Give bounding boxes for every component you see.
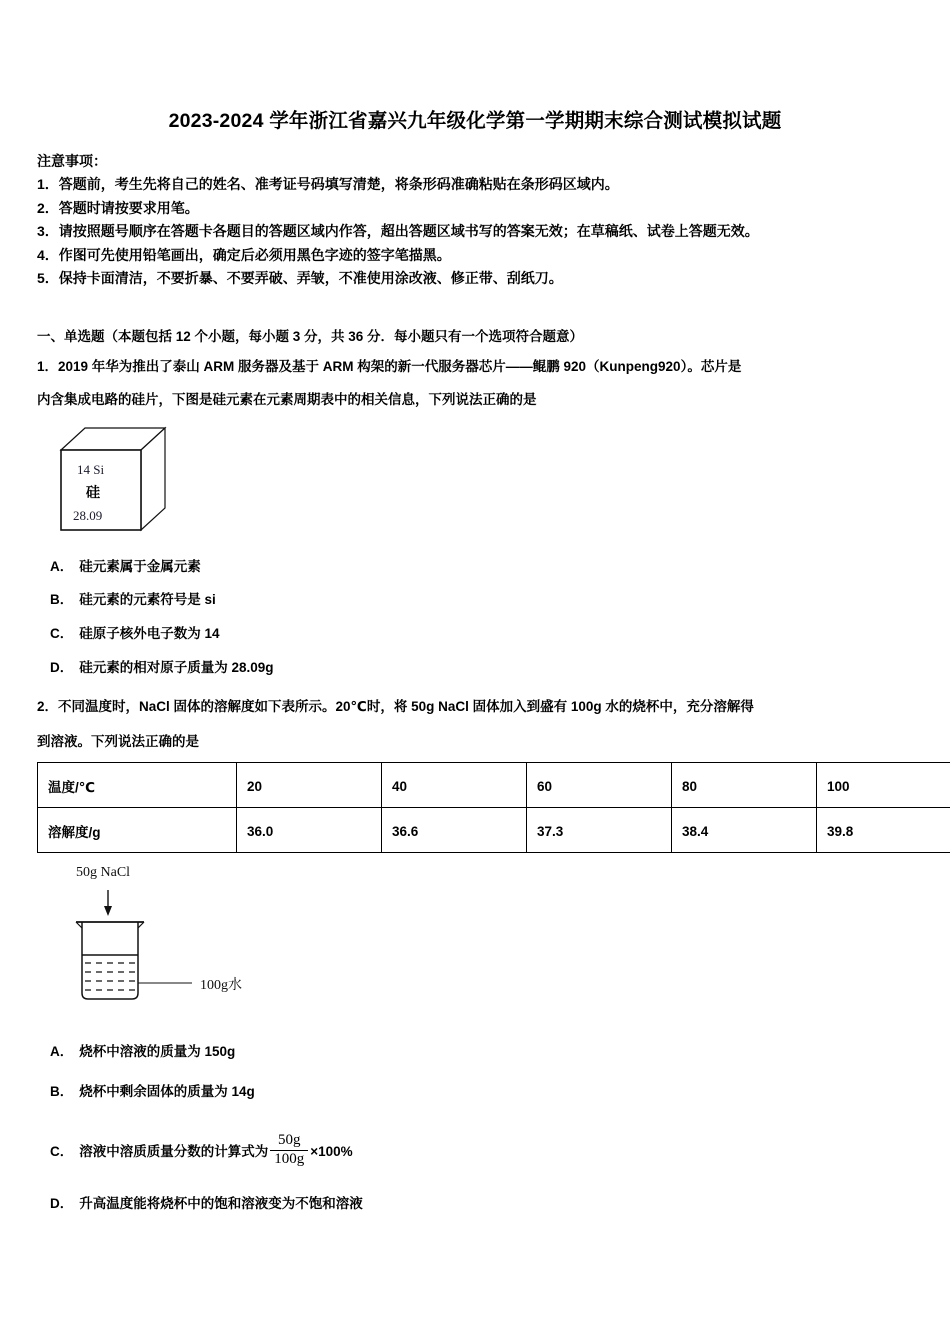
table-row	[38, 808, 950, 853]
option-text: 硅原子核外电子数为 14	[79, 626, 220, 641]
table-cell-solubility: 36.0	[237, 808, 382, 853]
silicon-element-cube-figure	[57, 424, 177, 536]
table-cell-temperature: 20	[237, 763, 382, 808]
option-letter: C．	[50, 1144, 74, 1159]
table-cell-temperature: 40	[382, 763, 527, 808]
question-2-option-c[interactable]	[50, 1133, 353, 1168]
option-letter: D．	[50, 1196, 74, 1211]
question-2-option-a[interactable]	[50, 1040, 235, 1060]
mass-fraction-formula	[270, 1133, 308, 1168]
option-letter: B．	[50, 592, 74, 607]
option-letter: D．	[50, 660, 74, 675]
notice-item: 2．答题时请按要求用笔。	[37, 199, 199, 216]
beaker-top-label: 50g NaCl	[76, 865, 131, 880]
notice-item: 4．作图可先使用铅笔画出，确定后必须用黑色字迹的签字笔描黑。	[37, 246, 451, 263]
solubility-table	[37, 762, 950, 853]
cube-atomic-mass: 28.09	[73, 508, 103, 523]
table-cell-temperature: 80	[672, 763, 817, 808]
table-row	[38, 763, 950, 808]
table-cell-solubility: 37.3	[527, 808, 672, 853]
question-2-line-2: 到溶液。下列说法正确的是	[37, 734, 199, 749]
page-title: 2023-2024 学年浙江省嘉兴九年级化学第一学期期末综合测试模拟试题	[168, 110, 782, 132]
option-text: 硅元素的元素符号是 si	[79, 592, 216, 607]
option-text: 硅元素属于金属元素	[79, 559, 201, 574]
option-letter: A．	[50, 559, 74, 574]
table-cell-temperature: 60	[527, 763, 672, 808]
question-2-line-1: 2．不同温度时，NaCl 固体的溶解度如下表所示。20℃时，将 50g NaCl 固体加入到盛有 100g 水的烧杯中，充分溶解得	[37, 699, 754, 714]
beaker-side-label: 100g水	[200, 978, 242, 993]
table-cell-solubility: 36.6	[382, 808, 527, 853]
option-letter: B．	[50, 1084, 74, 1099]
beaker-icon	[62, 858, 322, 1013]
option-letter: C．	[50, 626, 74, 641]
option-text: 烧杯中溶液的质量为 150g	[79, 1044, 236, 1059]
beaker-experiment-figure	[62, 858, 322, 1013]
notice-heading: 注意事项：	[37, 153, 107, 169]
question-1-option-b[interactable]	[50, 588, 216, 608]
notice-item: 3．请按照题号顺序在答题卡各题目的答题区域内作答，超出答题区域书写的答案无效；在草稿纸、试卷上答题无效。	[37, 223, 759, 239]
question-1-option-d[interactable]	[50, 656, 274, 676]
table-row-header-solubility: 溶解度/g	[38, 808, 237, 853]
question-2-option-b[interactable]	[50, 1080, 255, 1100]
notice-item: 5．保持卡面清洁，不要折暴、不要弄破、弄皱，不准使用涂改液、修正带、刮纸刀。	[37, 270, 563, 286]
section-heading: 一、单选题（本题包括 12 个小题，每小题 3 分，共 36 分．每小题只有一个选项符合题意）	[37, 329, 584, 344]
cube-chinese-name: 硅	[86, 484, 100, 500]
option-letter: A．	[50, 1044, 74, 1059]
notice-block	[37, 150, 917, 291]
question-1-line-1: 1．2019 年华为推出了泰山 ARM 服务器及基于 ARM 构架的新一代服务器芯片——鲲鹏 920（Kunpeng920）。芯片是	[37, 359, 742, 374]
table-cell-temperature: 100	[817, 763, 950, 808]
fraction-numerator: 50g	[270, 1133, 308, 1151]
cube-icon	[57, 424, 177, 536]
option-text: 升高温度能将烧杯中的饱和溶液变为不饱和溶液	[79, 1196, 363, 1211]
table-cell-solubility: 39.8	[817, 808, 950, 853]
table-cell-solubility: 38.4	[672, 808, 817, 853]
option-text: 硅元素的相对原子质量为 28.09g	[79, 660, 274, 675]
question-1-line-2: 内含集成电路的硅片，下图是硅元素在元素周期表中的相关信息，下列说法正确的是	[37, 392, 537, 407]
fraction-denominator: 100g	[274, 1150, 305, 1167]
question-1-option-a[interactable]	[50, 555, 201, 575]
question-1-option-c[interactable]	[50, 622, 220, 642]
notice-item: 1．答题前，考生先将自己的姓名、准考证号码填写清楚，将条形码准确粘贴在条形码区域内。	[37, 176, 619, 192]
question-2-option-d[interactable]	[50, 1192, 363, 1212]
option-text: 烧杯中剩余固体的质量为 14g	[79, 1084, 255, 1099]
fraction-suffix: ×100%	[310, 1144, 353, 1159]
cube-atomic-number-and-symbol: 14 Si	[77, 462, 105, 477]
option-text: 溶液中溶质质量分数的计算式为	[79, 1144, 269, 1159]
table-row-header-temperature: 温度/℃	[38, 763, 237, 808]
